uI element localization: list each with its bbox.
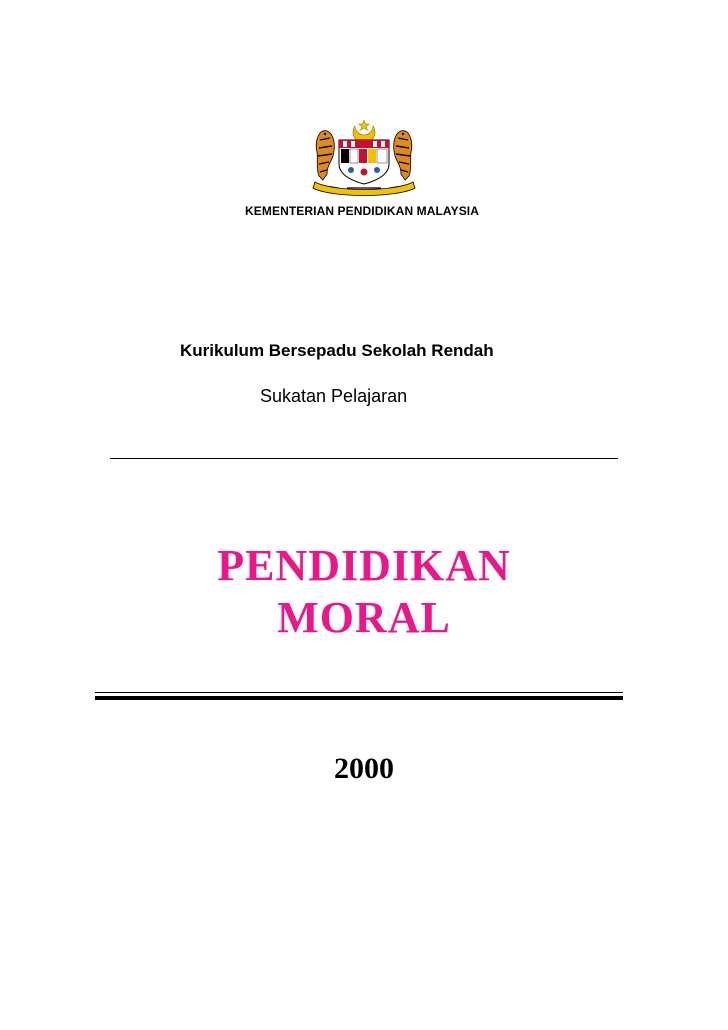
- divider-line: [110, 458, 618, 459]
- subject-title-line-2: MORAL: [277, 593, 451, 642]
- subject-title-line-1: PENDIDIKAN: [217, 541, 511, 590]
- ministry-name: KEMENTERIAN PENDIDIKAN MALAYSIA: [245, 204, 480, 218]
- divider-thick-stroke: [95, 696, 623, 700]
- malaysia-coat-of-arms-logo: [303, 118, 425, 198]
- subject-title: [0, 540, 728, 644]
- curriculum-title: Kurikulum Bersepadu Sekolah Rendah: [180, 341, 494, 360]
- document-type: Sukatan Pelajaran: [260, 386, 408, 406]
- double-divider-line: [95, 692, 623, 700]
- divider-thin-stroke: [95, 692, 623, 693]
- publication-year: 2000: [334, 752, 394, 785]
